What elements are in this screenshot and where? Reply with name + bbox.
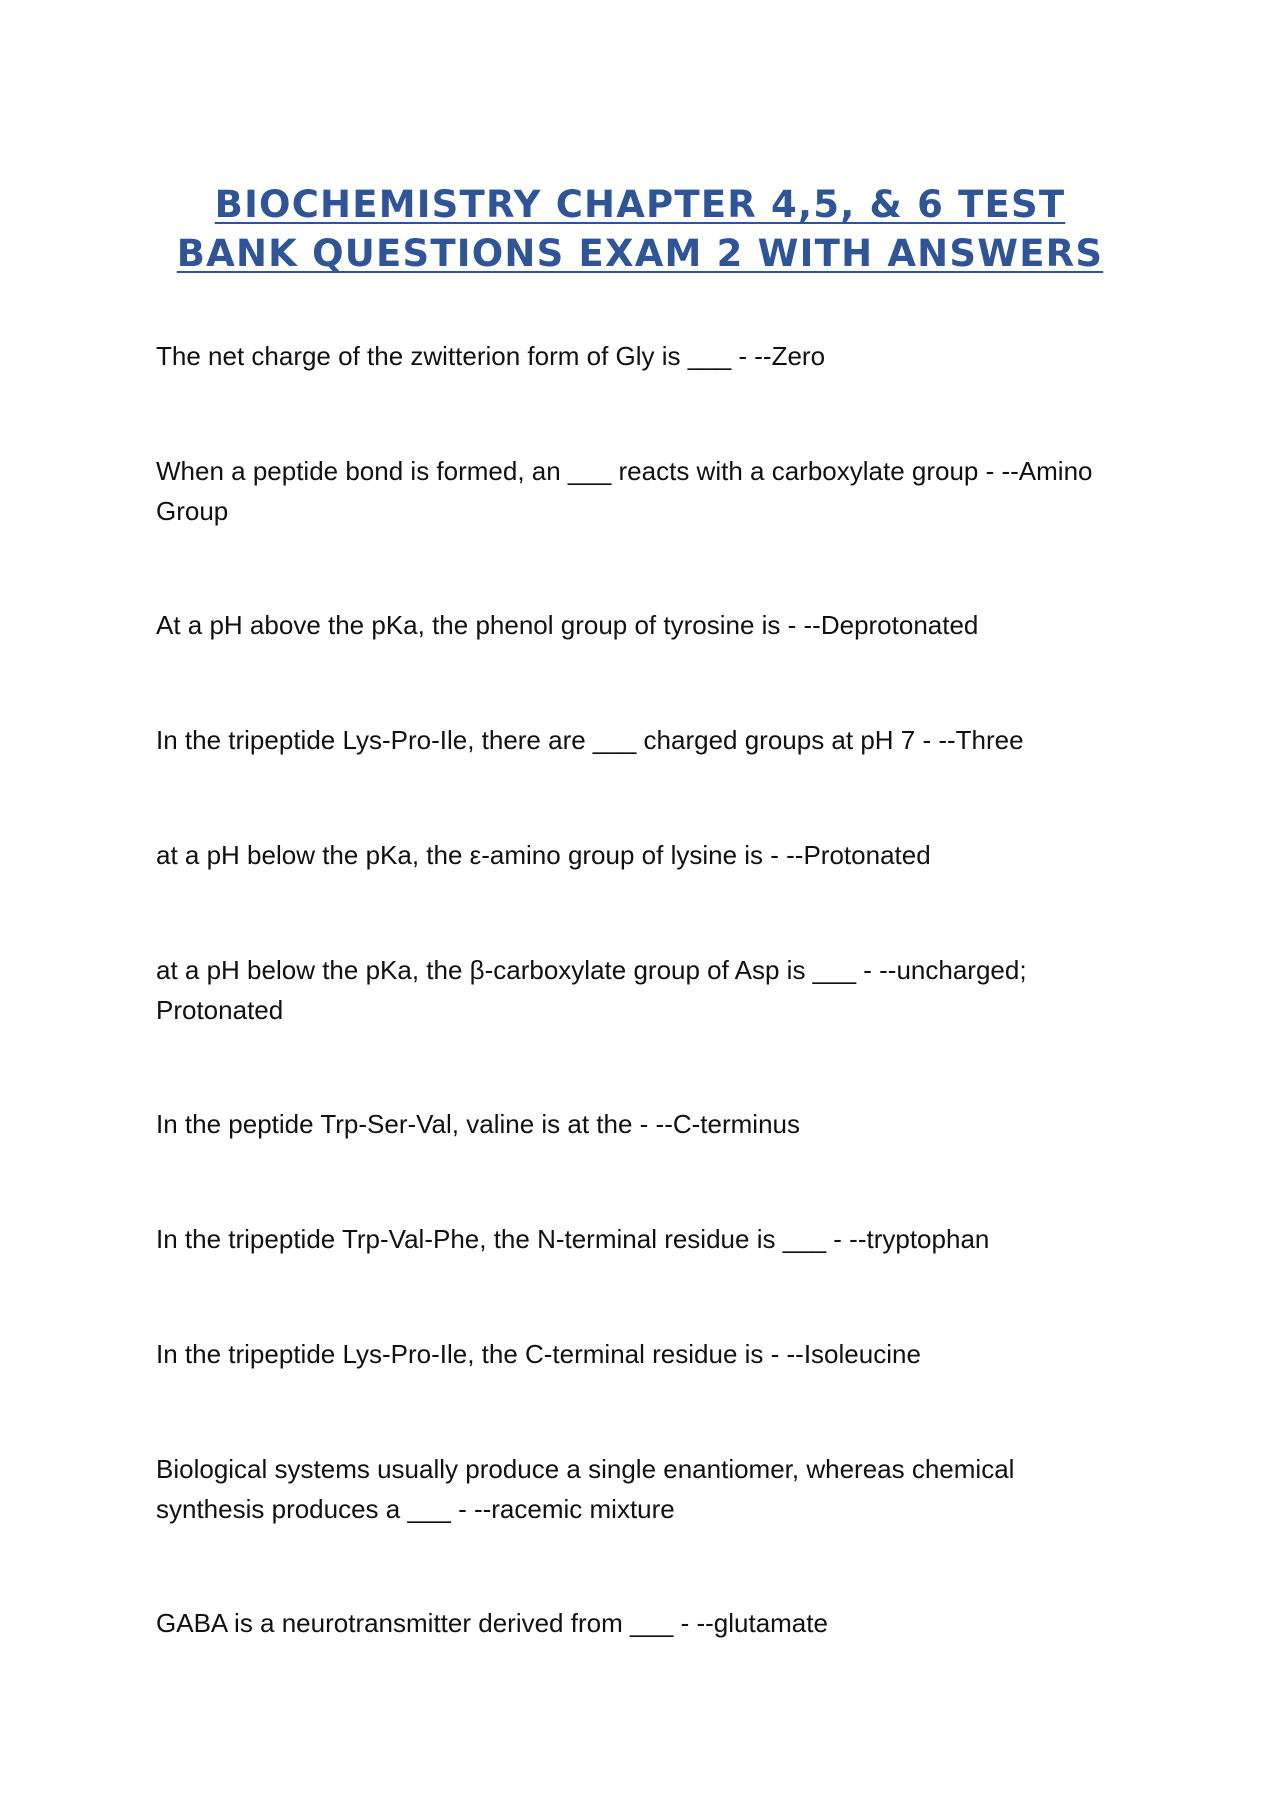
question-answer-4: In the tripeptide Lys-Pro-Ile, there are ___ charged groups at pH 7 - --Three [156, 725, 1024, 755]
question-answer-3: At a pH above the pKa, the phenol group of tyrosine is - --Deprotonated [156, 610, 979, 640]
question-answer-8: In the tripeptide Trp-Val-Phe, the N-terminal residue is ___ - --tryptophan [156, 1224, 990, 1254]
question-answer-11: GABA is a neurotransmitter derived from ___ - --glutamate [156, 1608, 828, 1638]
question-answer-6: at a pH below the pKa, the β-carboxylate group of Asp is ___ - --uncharged; Protonated [156, 955, 1027, 1025]
title-line-2: BANK QUESTIONS EXAM 2 WITH ANSWERS [176, 232, 1104, 275]
question-answer-5: at a pH below the pKa, the ε-amino group of lysine is - --Protonated [156, 840, 931, 870]
question-answer-2: When a peptide bond is formed, an ___ reacts with a carboxylate group - --Amino Group [156, 456, 1093, 526]
question-answer-1: The net charge of the zwitterion form of Gly is ___ - --Zero [156, 341, 826, 371]
title-line-1: BIOCHEMISTRY CHAPTER 4,5, & 6 TEST [214, 183, 1066, 226]
question-answer-9: In the tripeptide Lys-Pro-Ile, the C-terminal residue is - --Isoleucine [156, 1339, 921, 1369]
document-title [150, 180, 1130, 278]
question-answer-7: In the peptide Trp-Ser-Val, valine is at the - --C-terminus [156, 1109, 800, 1139]
question-answer-10: Biological systems usually produce a single enantiomer, whereas chemical synthesis produces a ___ - --racemic mixture [156, 1454, 1015, 1524]
